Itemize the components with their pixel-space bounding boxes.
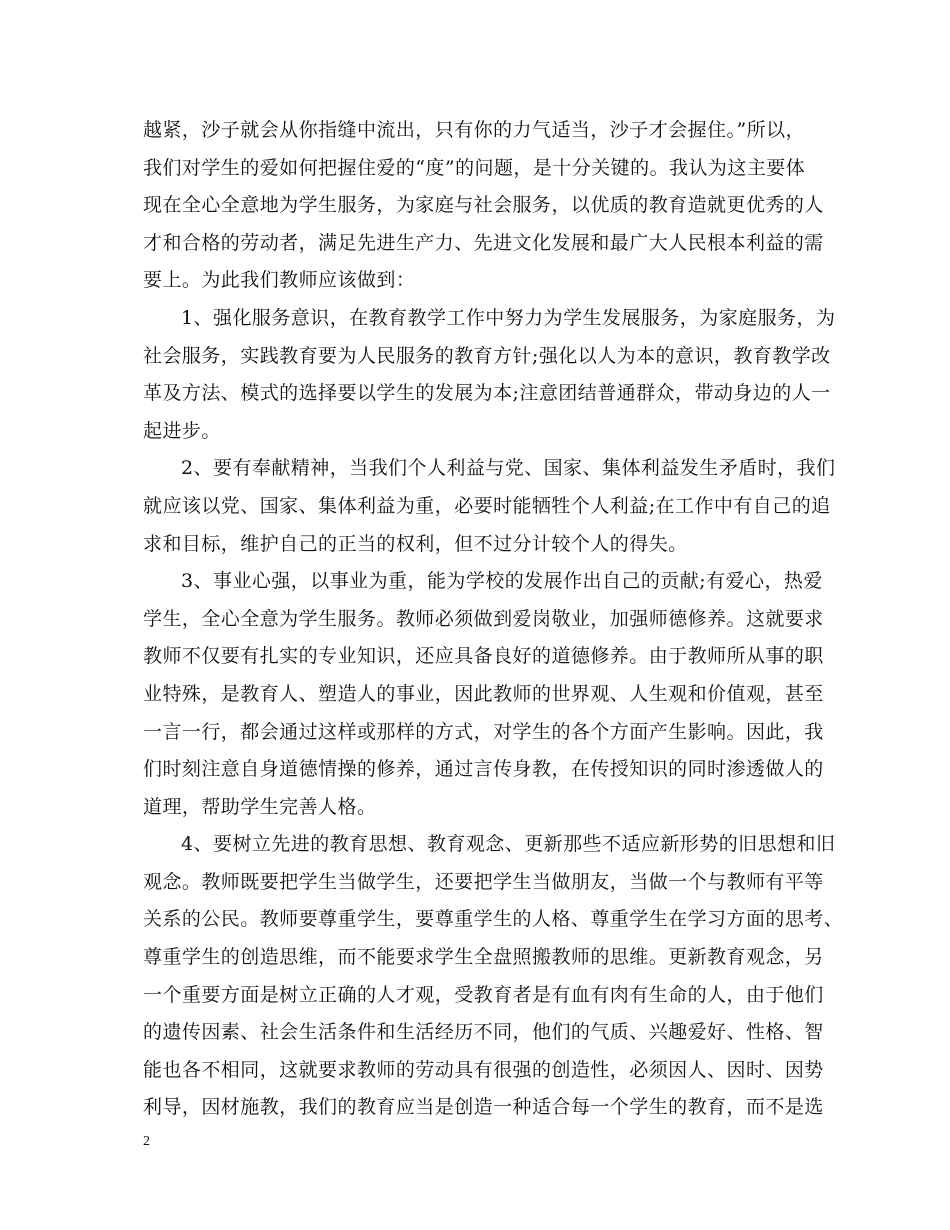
body-text — [143, 112, 844, 1127]
text-line: 越紧，沙子就会从你指缝中流出，只有你的力气适当，沙子才会握住。”所以， — [143, 119, 805, 141]
text-line: 一个重要方面是树立正确的人才观，受教育者是有血有肉有生命的人，由于他们 — [143, 983, 824, 1006]
text-line: 关系的公民。教师要尊重学生，要尊重学生的人格、尊重学生在学习方面的思考、 — [143, 908, 844, 931]
text-line: 就应该以党、国家、集体利益为重，必要时能牺牲个人利益;在工作中有自己的追 — [143, 494, 831, 517]
text-line: 社会服务，实践教育要为人民服务的教育方针;强化以人为本的意识，教育教学改 — [143, 344, 831, 367]
text-line: 能也各不相同，这就要求教师的劳动具有很强的创造性，必须因人、因时、因势 — [143, 1058, 824, 1081]
text-line: 利导，因材施教，我们的教育应当是创造一种适合每一个学生的教育，而不是选 — [143, 1096, 824, 1119]
text-line: 学生，全心全意为学生服务。教师必须做到爱岗敬业，加强师德修养。这就要求 — [143, 607, 824, 630]
text-line: 一言一行，都会通过这样或那样的方式，对学生的各个方面产生影响。因此，我 — [143, 720, 824, 743]
text-line: 教师不仅要有扎实的专业知识，还应具备良好的道德修养。由于教师所从事的职 — [143, 645, 824, 668]
text-line: 观念。教师既要把学生当做学生，还要把学生当做朋友，当做一个与教师有平等 — [143, 870, 824, 893]
text-line: 求和目标，维护自己的正当的权利，但不过分计较个人的得失。 — [143, 532, 688, 555]
text-line: 我们对学生的爱如何把握住爱的“度”的问题，是十分关键的。我认为这主要体 — [143, 156, 806, 179]
paragraph-2-start: 2、要有奉献精神，当我们个人利益与党、国家、集体利益发生矛盾时，我们 — [181, 457, 836, 480]
text-line: 道理，帮助学生完善人格。 — [143, 795, 377, 818]
text-line: 才和合格的劳动者，满足先进生产力、先进文化发展和最广大人民根本利益的需 — [143, 231, 824, 254]
text-line: 业特殊，是教育人、塑造人的事业，因此教师的世界观、人生观和价值观，甚至 — [143, 682, 824, 705]
paragraph-3-start: 3、事业心强，以事业为重，能为学校的发展作出自己的贡献;有爱心，热爱 — [181, 570, 823, 593]
paragraph-4-start: 4、要树立先进的教育思想、教育观念、更新那些不适应新形势的旧思想和旧 — [181, 833, 836, 856]
text-line: 的遗传因素、社会生活条件和生活经历不同，他们的气质、兴趣爱好、性格、智 — [143, 1021, 824, 1044]
text-line: 现在全心全意地为学生服务，为家庭与社会服务，以优质的教育造就更优秀的人 — [143, 194, 824, 217]
paragraph-1-start: 1、强化服务意识，在教育教学工作中努力为学生发展服务，为家庭服务，为 — [181, 306, 836, 329]
text-line: 革及方法、模式的选择要以学生的发展为本;注意团结普通群众，带动身边的人一 — [143, 382, 831, 405]
page-number: 2 — [143, 1134, 150, 1149]
text-line: 们时刻注意自身道德情操的修养，通过言传身教，在传授知识的同时渗透做人的 — [143, 758, 824, 781]
text-line: 尊重学生的创造思维，而不能要求学生全盘照搬教师的思维。更新教育观念，另 — [143, 946, 824, 969]
text-line: 起进步。 — [143, 419, 221, 442]
text-line: 要上。为此我们教师应该做到： — [143, 269, 416, 292]
